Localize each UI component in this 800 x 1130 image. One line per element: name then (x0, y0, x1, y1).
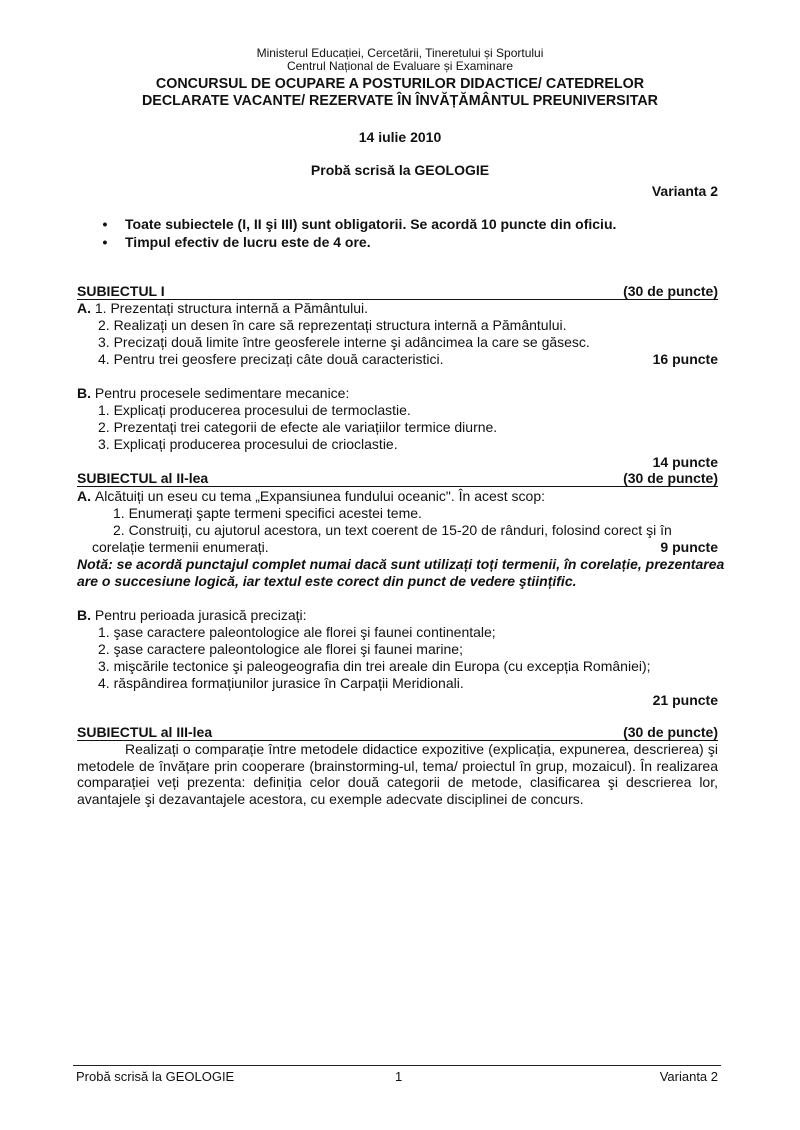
subject-title: SUBIECTUL al II-lea (77, 470, 209, 486)
exam-date: 14 iulie 2010 (358, 129, 442, 145)
bullet-icon: • (102, 216, 108, 232)
subject-3-text: Realizați o comparație între metodele didactice expozitive (explicația, expunerea, descrierea) şi metodele de învățare prin cooperare (brainstorming-ul, tema/ proiectul în grup, mozaicul). În realizarea comparației veți prezenta: definiția celor două categorii de metode, clasificarea şi descrierea lor, avantajele şi dezavantajele acestora, cu exemple adecvate disciplinei de concurs. (77, 741, 718, 807)
variant-label: Varianta 2 (651, 183, 718, 199)
subject-1-A-points: 16 puncte (652, 351, 718, 367)
subject-1-B-item-2: 2. Prezentați trei categorii de efecte ale variațiilor termice diurne. (98, 419, 498, 435)
footer-variant: Varianta 2 (659, 1069, 718, 1084)
instruction-item: • Timpul efectiv de lucru este de 4 ore. (85, 233, 371, 251)
subject-2-B-item-1: 1. şase caractere paleontologice ale florei şi faunei continentale; (98, 624, 496, 640)
instruction-item: • Toate subiectele (I, II şi III) sunt obligatorii. Se acordă 10 puncte din oficiu. (85, 215, 616, 233)
ministry-name: Ministerul Educației, Cercetării, Tineretului și Sportului (256, 46, 544, 60)
subject-2-B-intro: B. Pentru perioada jurasică precizați: (77, 607, 307, 623)
footer-divider (73, 1065, 721, 1066)
subject-title: SUBIECTUL al III-lea (77, 724, 213, 740)
subject-2-A-points: 9 puncte (660, 539, 718, 555)
subject-1-B-points: 14 puncte (652, 454, 718, 470)
subject-2-B-item-4: 4. răspândirea formațiunilor jurasice în Carpații Meridionali. (98, 675, 464, 691)
subject-1-A-item-1: A. 1. Prezentați structura internă a Pământului. (77, 300, 369, 316)
center-name: Centrul Național de Evaluare și Examinare (286, 59, 514, 73)
subject-2-A-intro: A. Alcătuiți un eseu cu tema „Expansiunea fundului oceanic". În acest scop: (77, 488, 546, 504)
subject-2-B-item-3: 3. mişcările tectonice şi paleogeografia din trei areale din Europa (cu excepția României); (98, 658, 651, 674)
subject-points: (30 de puncte) (623, 283, 718, 299)
subject-points: (30 de puncte) (623, 724, 718, 740)
subject-1-B-item-1: 1. Explicați producerea procesului de termoclastie. (98, 402, 411, 418)
title-line-1: CONCURSUL DE OCUPARE A POSTURILOR DIDACTICE/ CATEDRELOR (155, 76, 645, 92)
subject-points: (30 de puncte) (623, 470, 718, 486)
exam-title: Probă scrisă la GEOLOGIE (310, 162, 490, 178)
subject-1-A-item-2: 2. Realizați un desen în care să reprezentați structura internă a Pământului. (98, 317, 567, 333)
subject-1-A-item-4: 4. Pentru trei geosfere precizați câte două caracteristici. (98, 351, 444, 367)
subject-1-B-item-3: 3. Explicați producerea procesului de crioclastie. (98, 436, 398, 452)
subject-3-header (77, 725, 718, 741)
subject-1-header (77, 284, 718, 300)
footer-exam-title: Probă scrisă la GEOLOGIE (76, 1069, 235, 1084)
subject-2-A-item-2-cont: corelație termenii enumerați. (92, 539, 269, 555)
subject-1-A-item-3: 3. Precizați două limite între geosferele interne şi adâncimea la care se găsesc. (98, 334, 590, 350)
subject-2-B-points: 21 puncte (652, 692, 718, 708)
subject-2-A-note: Notă: se acordă punctajul complet numai dacă sunt utilizați toți termenii, în corelație, prezentarea (77, 556, 725, 572)
subject-1-B-intro: B. Pentru procesele sedimentare mecanice: (77, 385, 350, 401)
page-number: 1 (395, 1069, 403, 1084)
subject-2-A-item-2: 2. Construiți, cu ajutorul acestora, un text coerent de 15-20 de rânduri, folosind corect şi în (113, 522, 672, 538)
subject-2-header (77, 471, 718, 487)
subject-2-A-note-cont: are o succesiune logică, iar textul este corect din punct de vedere ştiințific. (77, 573, 577, 589)
subject-title: SUBIECTUL I (77, 283, 165, 299)
subject-2-B-item-2: 2. şase caractere paleontologice ale florei şi faunei marine; (98, 641, 463, 657)
title-line-2: DECLARATE VACANTE/ REZERVATE ÎN ÎNVĂȚĂMÂNTUL PREUNIVERSITAR (141, 93, 659, 109)
subject-2-A-item-1: 1. Enumerați şapte termeni specifici acestei teme. (113, 505, 422, 521)
bullet-icon: • (102, 234, 108, 250)
